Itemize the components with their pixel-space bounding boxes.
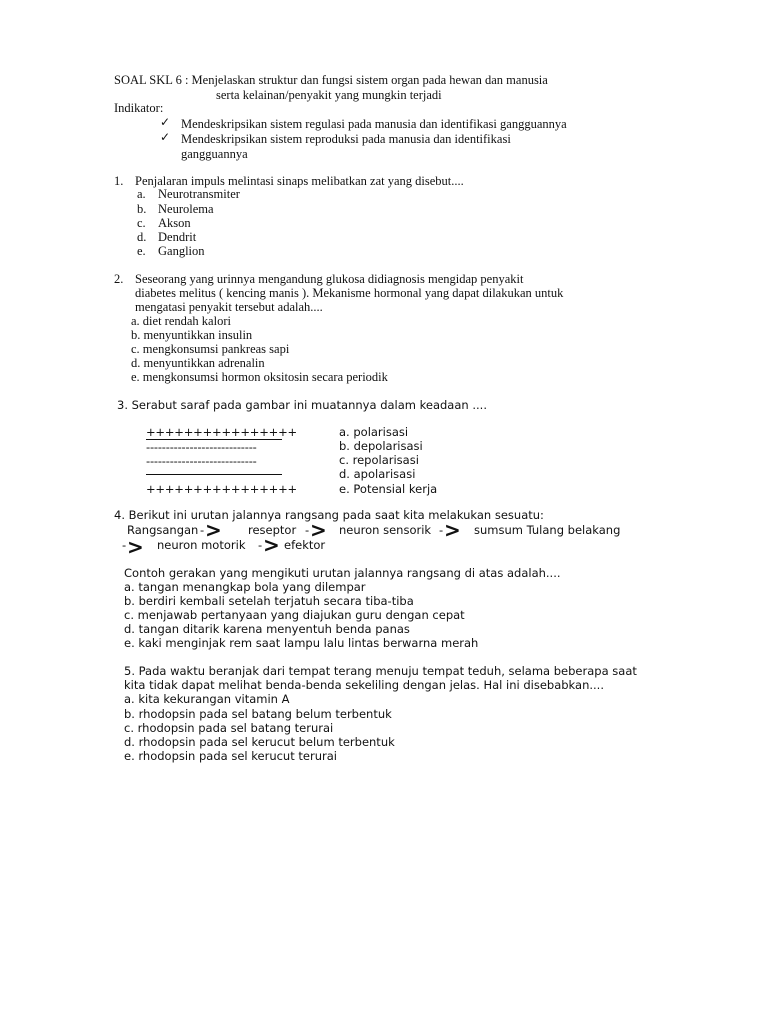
membrane-inner-top-minus: ---------------------------- bbox=[146, 440, 257, 454]
arrow-right-icon: > bbox=[263, 533, 280, 557]
flow-neuron-sensorik: neuron sensorik bbox=[339, 523, 432, 537]
membrane-outer-top-plus: ++++++++++++++++ bbox=[146, 425, 297, 439]
q3-text: 3. Serabut saraf pada gambar ini muatannya dalam keadaan .... bbox=[117, 398, 487, 412]
q1-option-text: Dendrit bbox=[158, 230, 197, 244]
q2-text-line2: diabetes melitus ( kencing manis ). Mekanisme hormonal yang dapat dilakukan untuk bbox=[135, 286, 564, 300]
q1-option-text: Akson bbox=[158, 216, 191, 230]
checkmark-icon: ✓ bbox=[160, 115, 171, 129]
q5-option-c: c. rhodopsin pada sel batang terurai bbox=[124, 721, 334, 735]
flow-dash: - bbox=[200, 523, 205, 537]
q3-option-c: c. repolarisasi bbox=[339, 453, 419, 467]
q1-option-letter: a. bbox=[137, 187, 146, 201]
arrow-right-icon: > bbox=[444, 518, 461, 542]
q5-text-line1: 5. Pada waktu beranjak dari tempat terang menuju tempat teduh, selama beberapa saat bbox=[124, 664, 637, 678]
q4-option-e: e. kaki menginjak rem saat lampu lalu lintas berwarna merah bbox=[124, 636, 479, 650]
q4-option-c: c. menjawab pertanyaan yang diajukan guru dengan cepat bbox=[124, 608, 465, 622]
membrane-line-bottom bbox=[146, 474, 282, 475]
flow-reseptor: reseptor bbox=[248, 523, 297, 537]
skl-title-continuation: serta kelainan/penyakit yang mungkin terjadi bbox=[216, 88, 442, 102]
q3-option-e: e. Potensial kerja bbox=[339, 482, 438, 496]
indikator-item-2: Mendeskripsikan sistem reproduksi pada manusia dan identifikasi bbox=[181, 132, 511, 146]
q2-text-line1: Seseorang yang urinnya mengandung glukosa didiagnosis mengidap penyakit bbox=[135, 272, 524, 286]
skl-title: SOAL SKL 6 : Menjelaskan struktur dan fungsi sistem organ pada hewan dan manusia bbox=[114, 73, 548, 87]
q2-number: 2. bbox=[114, 272, 124, 286]
membrane-inner-bottom-minus: ---------------------------- bbox=[146, 454, 257, 468]
q4-question: Contoh gerakan yang mengikuti urutan jalannya rangsang di atas adalah.... bbox=[124, 566, 561, 580]
q4-option-b: b. berdiri kembali setelah terjatuh secara tiba-tiba bbox=[124, 594, 414, 608]
q5-text-line2: kita tidak dapat melihat benda-benda sekeliling dengan jelas. Hal ini disebabkan.... bbox=[124, 678, 604, 692]
flow-dash: - bbox=[122, 538, 127, 552]
q1-option-text: Neurolema bbox=[158, 202, 214, 216]
q1-option-text: Ganglion bbox=[158, 244, 205, 258]
q1-option-letter: b. bbox=[137, 202, 147, 216]
q1-option-letter: c. bbox=[137, 216, 146, 230]
q5-option-d: d. rhodopsin pada sel kerucut belum terbentuk bbox=[124, 735, 395, 749]
q5-option-b: b. rhodopsin pada sel batang belum terbentuk bbox=[124, 707, 392, 721]
q4-option-a: a. tangan menangkap bola yang dilempar bbox=[124, 580, 366, 594]
q2-option-d: d. menyuntikkan adrenalin bbox=[131, 356, 265, 370]
arrow-right-icon: > bbox=[310, 518, 327, 542]
flow-rangsangan: Rangsangan bbox=[127, 523, 199, 537]
flow-dash: - bbox=[258, 538, 263, 552]
flow-efektor: efektor bbox=[284, 538, 326, 552]
flow-sumsum-tulang-belakang: sumsum Tulang belakang bbox=[474, 523, 621, 537]
arrow-right-icon: > bbox=[205, 518, 222, 542]
arrow-right-icon: > bbox=[127, 535, 144, 559]
q3-option-b: b. depolarisasi bbox=[339, 439, 423, 453]
q1-option-letter: e. bbox=[137, 244, 146, 258]
q5-option-a: a. kita kekurangan vitamin A bbox=[124, 692, 290, 706]
q2-text-line3: mengatasi penyakit tersebut adalah.... bbox=[135, 300, 323, 314]
q1-number: 1. bbox=[114, 174, 124, 188]
q2-option-b: b. menyuntikkan insulin bbox=[131, 328, 253, 342]
indikator-item-1: Mendeskripsikan sistem regulasi pada manusia dan identifikasi gangguannya bbox=[181, 117, 567, 131]
q2-option-e: e. mengkonsumsi hormon oksitosin secara periodik bbox=[131, 370, 388, 384]
indikator-item-2-continuation: gangguannya bbox=[181, 147, 248, 161]
flow-dash: - bbox=[439, 523, 444, 537]
membrane-outer-bottom-plus: ++++++++++++++++ bbox=[146, 482, 297, 496]
q1-text: Penjalaran impuls melintasi sinaps melibatkan zat yang disebut.... bbox=[135, 174, 464, 188]
q2-option-a: a. diet rendah kalori bbox=[131, 314, 231, 328]
flow-dash: - bbox=[305, 523, 310, 537]
flow-neuron-motorik: neuron motorik bbox=[157, 538, 246, 552]
q4-intro: 4. Berikut ini urutan jalannya rangsang pada saat kita melakukan sesuatu: bbox=[114, 508, 544, 522]
checkmark-icon: ✓ bbox=[160, 130, 171, 144]
indikator-label: Indikator: bbox=[114, 101, 164, 115]
q5-option-e: e. rhodopsin pada sel kerucut terurai bbox=[124, 749, 337, 763]
q3-option-d: d. apolarisasi bbox=[339, 467, 416, 481]
q1-option-text: Neurotransmiter bbox=[158, 187, 240, 201]
q3-option-a: a. polarisasi bbox=[339, 425, 409, 439]
q4-option-d: d. tangan ditarik karena menyentuh benda panas bbox=[124, 622, 410, 636]
q1-option-letter: d. bbox=[137, 230, 147, 244]
q2-option-c: c. mengkonsumsi pankreas sapi bbox=[131, 342, 290, 356]
